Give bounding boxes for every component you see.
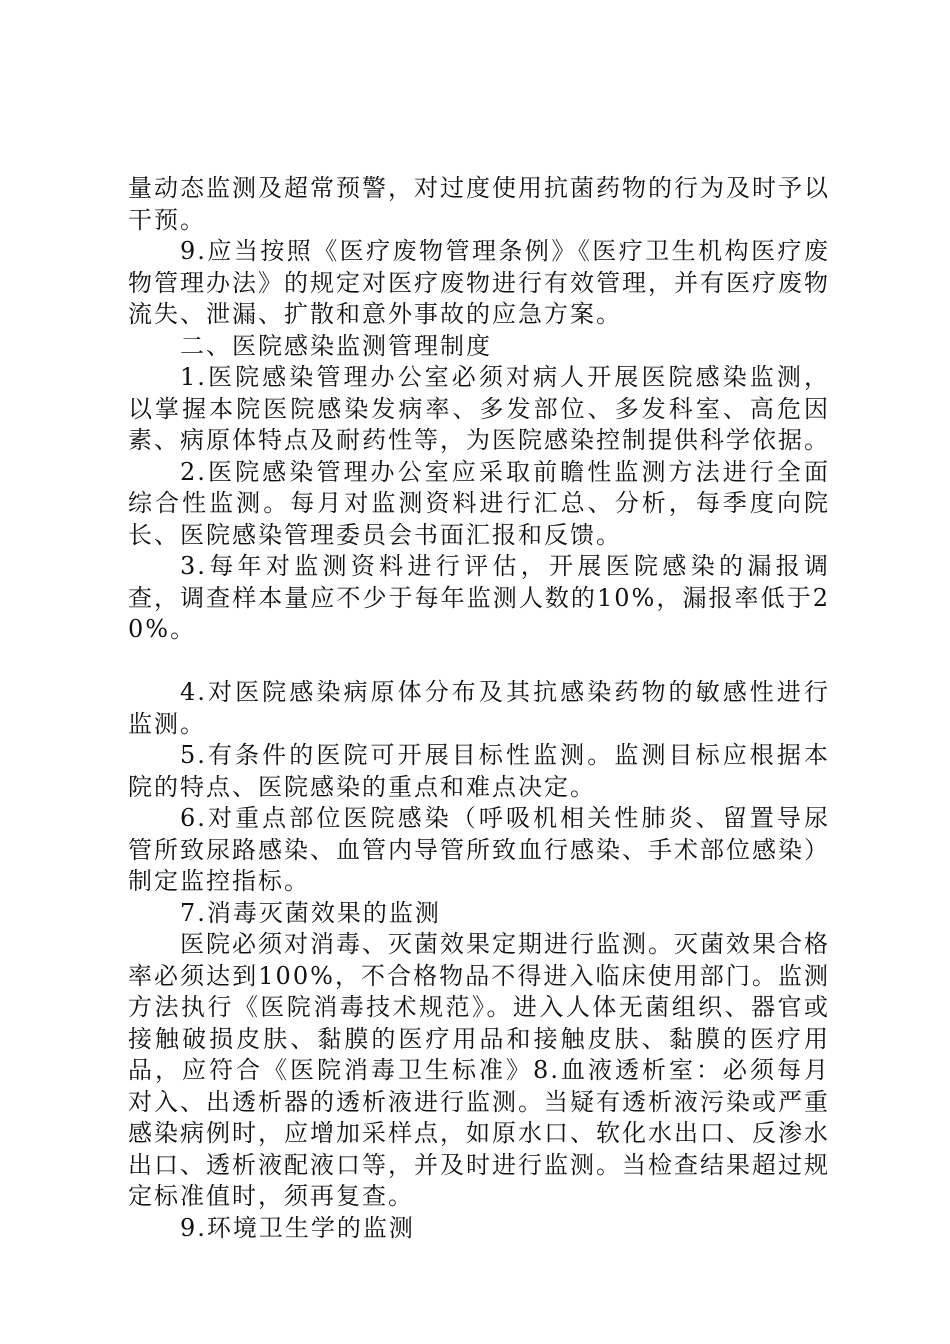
paragraph-disinfection: 医院必须对消毒、灭菌效果定期进行监测。灭菌效果合格率必须达到100%，不合格物品不得进入临床使用部门。监测方法执行《医院消毒技术规范》。进入人体无菌组织、器官或接触破损皮肤、黏膜的医疗用品和接触皮肤、黏膜的医疗用品，应符合《医院消毒卫生标准》8.血液透析室：必须每月对入、出透析器的透析液进行监测。当疑有透析液污染或严重感染病例时，应增加采样点，如原水口、软化水出口、反渗水出口、透析液配液口等，并及时进行监测。当检查结果超过规定标准值时，须再复查。 (128, 930, 830, 1210)
paragraph-item-3: 3.每年对监测资料进行评估，开展医院感染的漏报调查，调查样本量应不少于每年监测人数的10%，漏报率低于20%。 (128, 552, 830, 643)
document-page (128, 173, 830, 1244)
paragraph-item-9-medical-waste: 9.应当按照《医疗废物管理条例》《医疗卫生机构医疗废物管理办法》的规定对医疗废物进行有效管理，并有医疗废物流失、泄漏、扩散和意外事故的应急方案。 (128, 237, 830, 328)
paragraph-item-1: 1.医院感染管理办公室必须对病人开展医院感染监测，以掌握本院医院感染发病率、多发部位、多发科室、高危因素、病原体特点及耐药性等，为医院感染控制提供科学依据。 (128, 363, 830, 454)
subheading-item-7: 7.消毒灭菌效果的监测 (180, 898, 441, 927)
paragraph-item-6: 6.对重点部位医院感染（呼吸机相关性肺炎、留置导尿管所致尿路感染、血管内导管所致血行感染、手术部位感染）制定监控指标。 (128, 804, 830, 895)
paragraph-gap (128, 646, 830, 678)
paragraph-item-5: 5.有条件的医院可开展目标性监测。监测目标应根据本院的特点、医院感染的重点和难点决定。 (128, 741, 830, 801)
paragraph-item-4: 4.对医院感染病原体分布及其抗感染药物的敏感性进行监测。 (128, 678, 830, 738)
subheading-item-9: 9.环境卫生学的监测 (180, 1213, 415, 1242)
section-heading-infection-monitoring: 二、医院感染监测管理制度 (180, 331, 492, 360)
paragraph-continuation: 量动态监测及超常预警，对过度使用抗菌药物的行为及时予以干预。 (128, 174, 830, 234)
paragraph-item-2: 2.医院感染管理办公室应采取前瞻性监测方法进行全面综合性监测。每月对监测资料进行汇总、分析，每季度向院长、医院感染管理委员会书面汇报和反馈。 (128, 457, 830, 549)
